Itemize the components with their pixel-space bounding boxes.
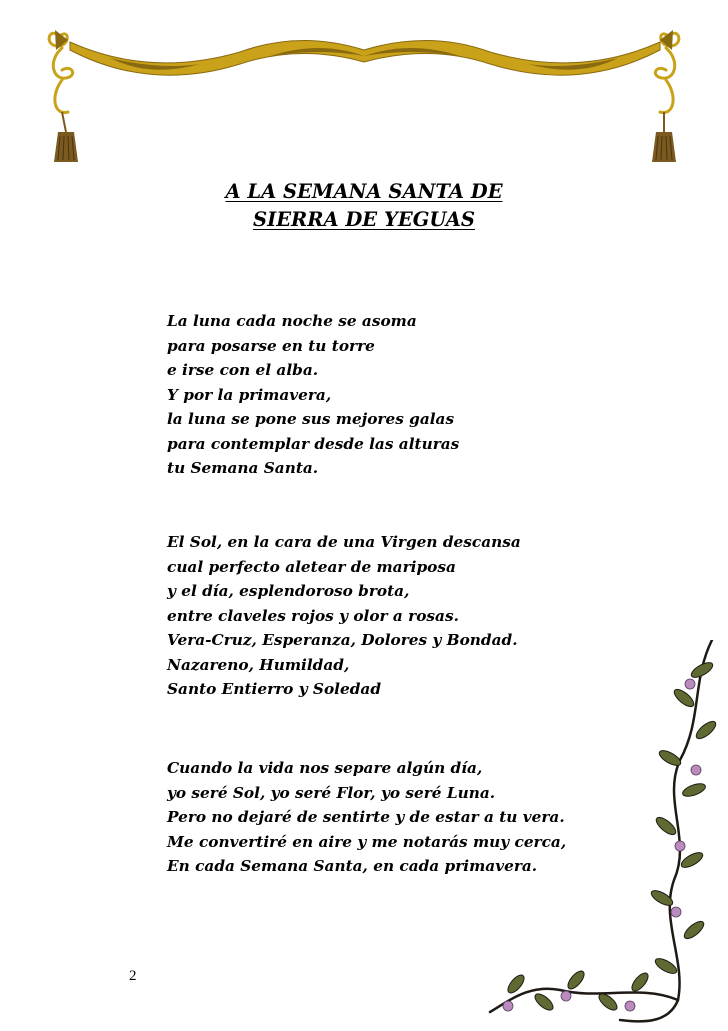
verse-line: Y por la primavera, [167,385,332,404]
verse-line: entre claveles rojos y olor a rosas. [167,606,459,625]
verse-line: Me convertiré en aire y me notarás muy cerca, [167,832,567,851]
verse-line: Pero no dejaré de sentirte y de estar a tu vera. [167,808,565,826]
stanza-3 [167,756,637,879]
verse-line: cual perfecto aletear de mariposa [167,557,456,576]
verse-line: la luna se pone sus mejores galas [167,410,455,428]
verse-line: Nazareno, Humildad, [167,655,350,674]
stanza-2 [167,530,637,702]
title-line-2: SIERRA DE YEGUAS [252,208,475,231]
verse-line: Vera-Cruz, Esperanza, Dolores y Bondad. [167,631,518,649]
verse-line: tu Semana Santa. [167,459,319,477]
verse-line: y el día, esplendoroso brota, [167,582,410,600]
curtain-drape-ornament [0,0,728,180]
poem-title [0,178,728,234]
title-line-1: A LA SEMANA SANTA DE [225,180,503,203]
verse-line: Santo Entierro y Soledad [167,680,382,698]
verse-line: El Sol, en la cara de una Virgen descansa [167,533,521,551]
verse-line: para contemplar desde las alturas [167,434,460,453]
verse-line: para posarse en tu torre [167,336,375,355]
verse-line: e irse con el alba. [167,361,319,379]
stanza-1 [167,309,637,481]
verse-line: Cuando la vida nos separe algún día, [167,759,483,777]
verse-line: En cada Semana Santa, en cada primavera. [167,857,538,875]
page-number: 2 [129,968,137,984]
verse-line: yo seré Sol, yo seré Flor, yo seré Luna. [167,783,496,802]
verse-line: La luna cada noche se asoma [167,312,417,330]
